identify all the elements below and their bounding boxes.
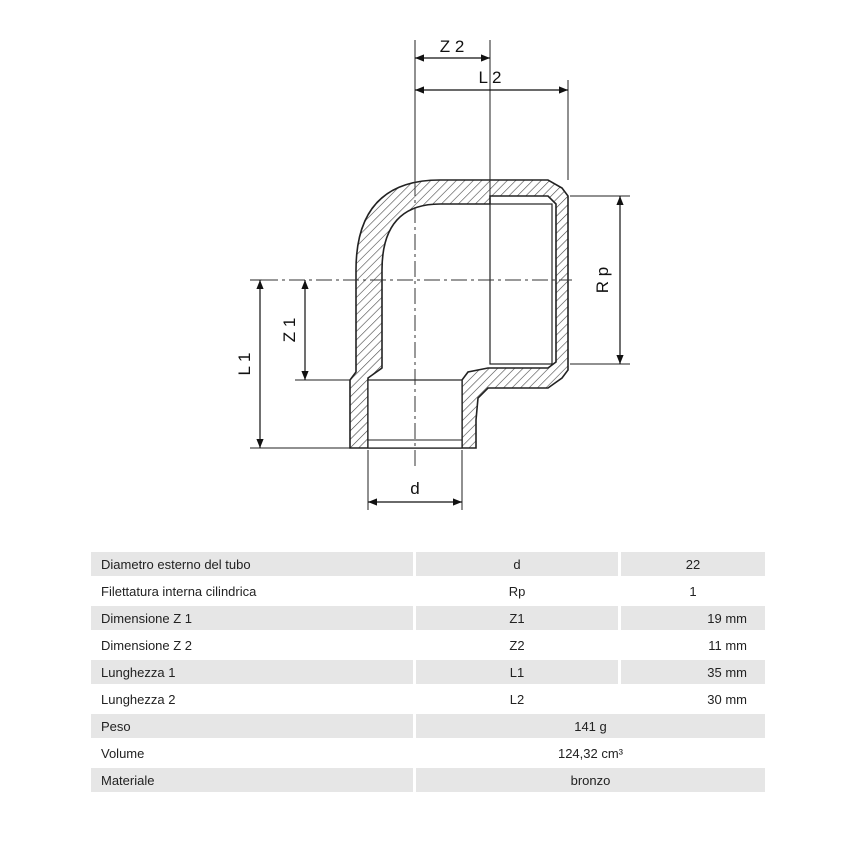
row-symbol: d [416, 552, 618, 576]
row-value: 22 [621, 552, 765, 576]
table-row [91, 633, 765, 657]
row-value: bronzo [416, 768, 765, 792]
row-value: 11 mm [621, 633, 765, 657]
row-name: Filettatura interna cilindrica [91, 579, 413, 603]
row-name: Lunghezza 2 [91, 687, 413, 711]
row-value: 35 mm [621, 660, 765, 684]
row-symbol: L1 [416, 660, 618, 684]
row-name: Dimensione Z 2 [91, 633, 413, 657]
table-row [91, 552, 765, 576]
row-name: Materiale [91, 768, 413, 792]
row-name: Peso [91, 714, 413, 738]
row-symbol: Z1 [416, 606, 618, 630]
label-d: d [410, 479, 420, 498]
row-name: Dimensione Z 1 [91, 606, 413, 630]
spec-table [88, 549, 768, 795]
row-name: Lunghezza 1 [91, 660, 413, 684]
row-symbol: Rp [416, 579, 618, 603]
row-value: 124,32 cm³ [416, 741, 765, 765]
table-row [91, 687, 765, 711]
table-row [91, 768, 765, 792]
table-row [91, 579, 765, 603]
label-z2: Z 2 [439, 37, 465, 56]
row-value: 1 [621, 579, 765, 603]
row-symbol: L2 [416, 687, 618, 711]
row-value: 19 mm [621, 606, 765, 630]
label-l2: L 2 [478, 68, 502, 87]
label-rp: R p [593, 266, 612, 294]
table-row [91, 660, 765, 684]
label-z1: Z 1 [280, 317, 299, 343]
table-row [91, 714, 765, 738]
row-value: 141 g [416, 714, 765, 738]
label-l1: L 1 [235, 352, 254, 376]
row-value: 30 mm [621, 687, 765, 711]
row-name: Diametro esterno del tubo [91, 552, 413, 576]
socket-bore [490, 204, 552, 364]
table-row [91, 741, 765, 765]
row-name: Volume [91, 741, 413, 765]
table-row [91, 606, 765, 630]
row-symbol: Z2 [416, 633, 618, 657]
